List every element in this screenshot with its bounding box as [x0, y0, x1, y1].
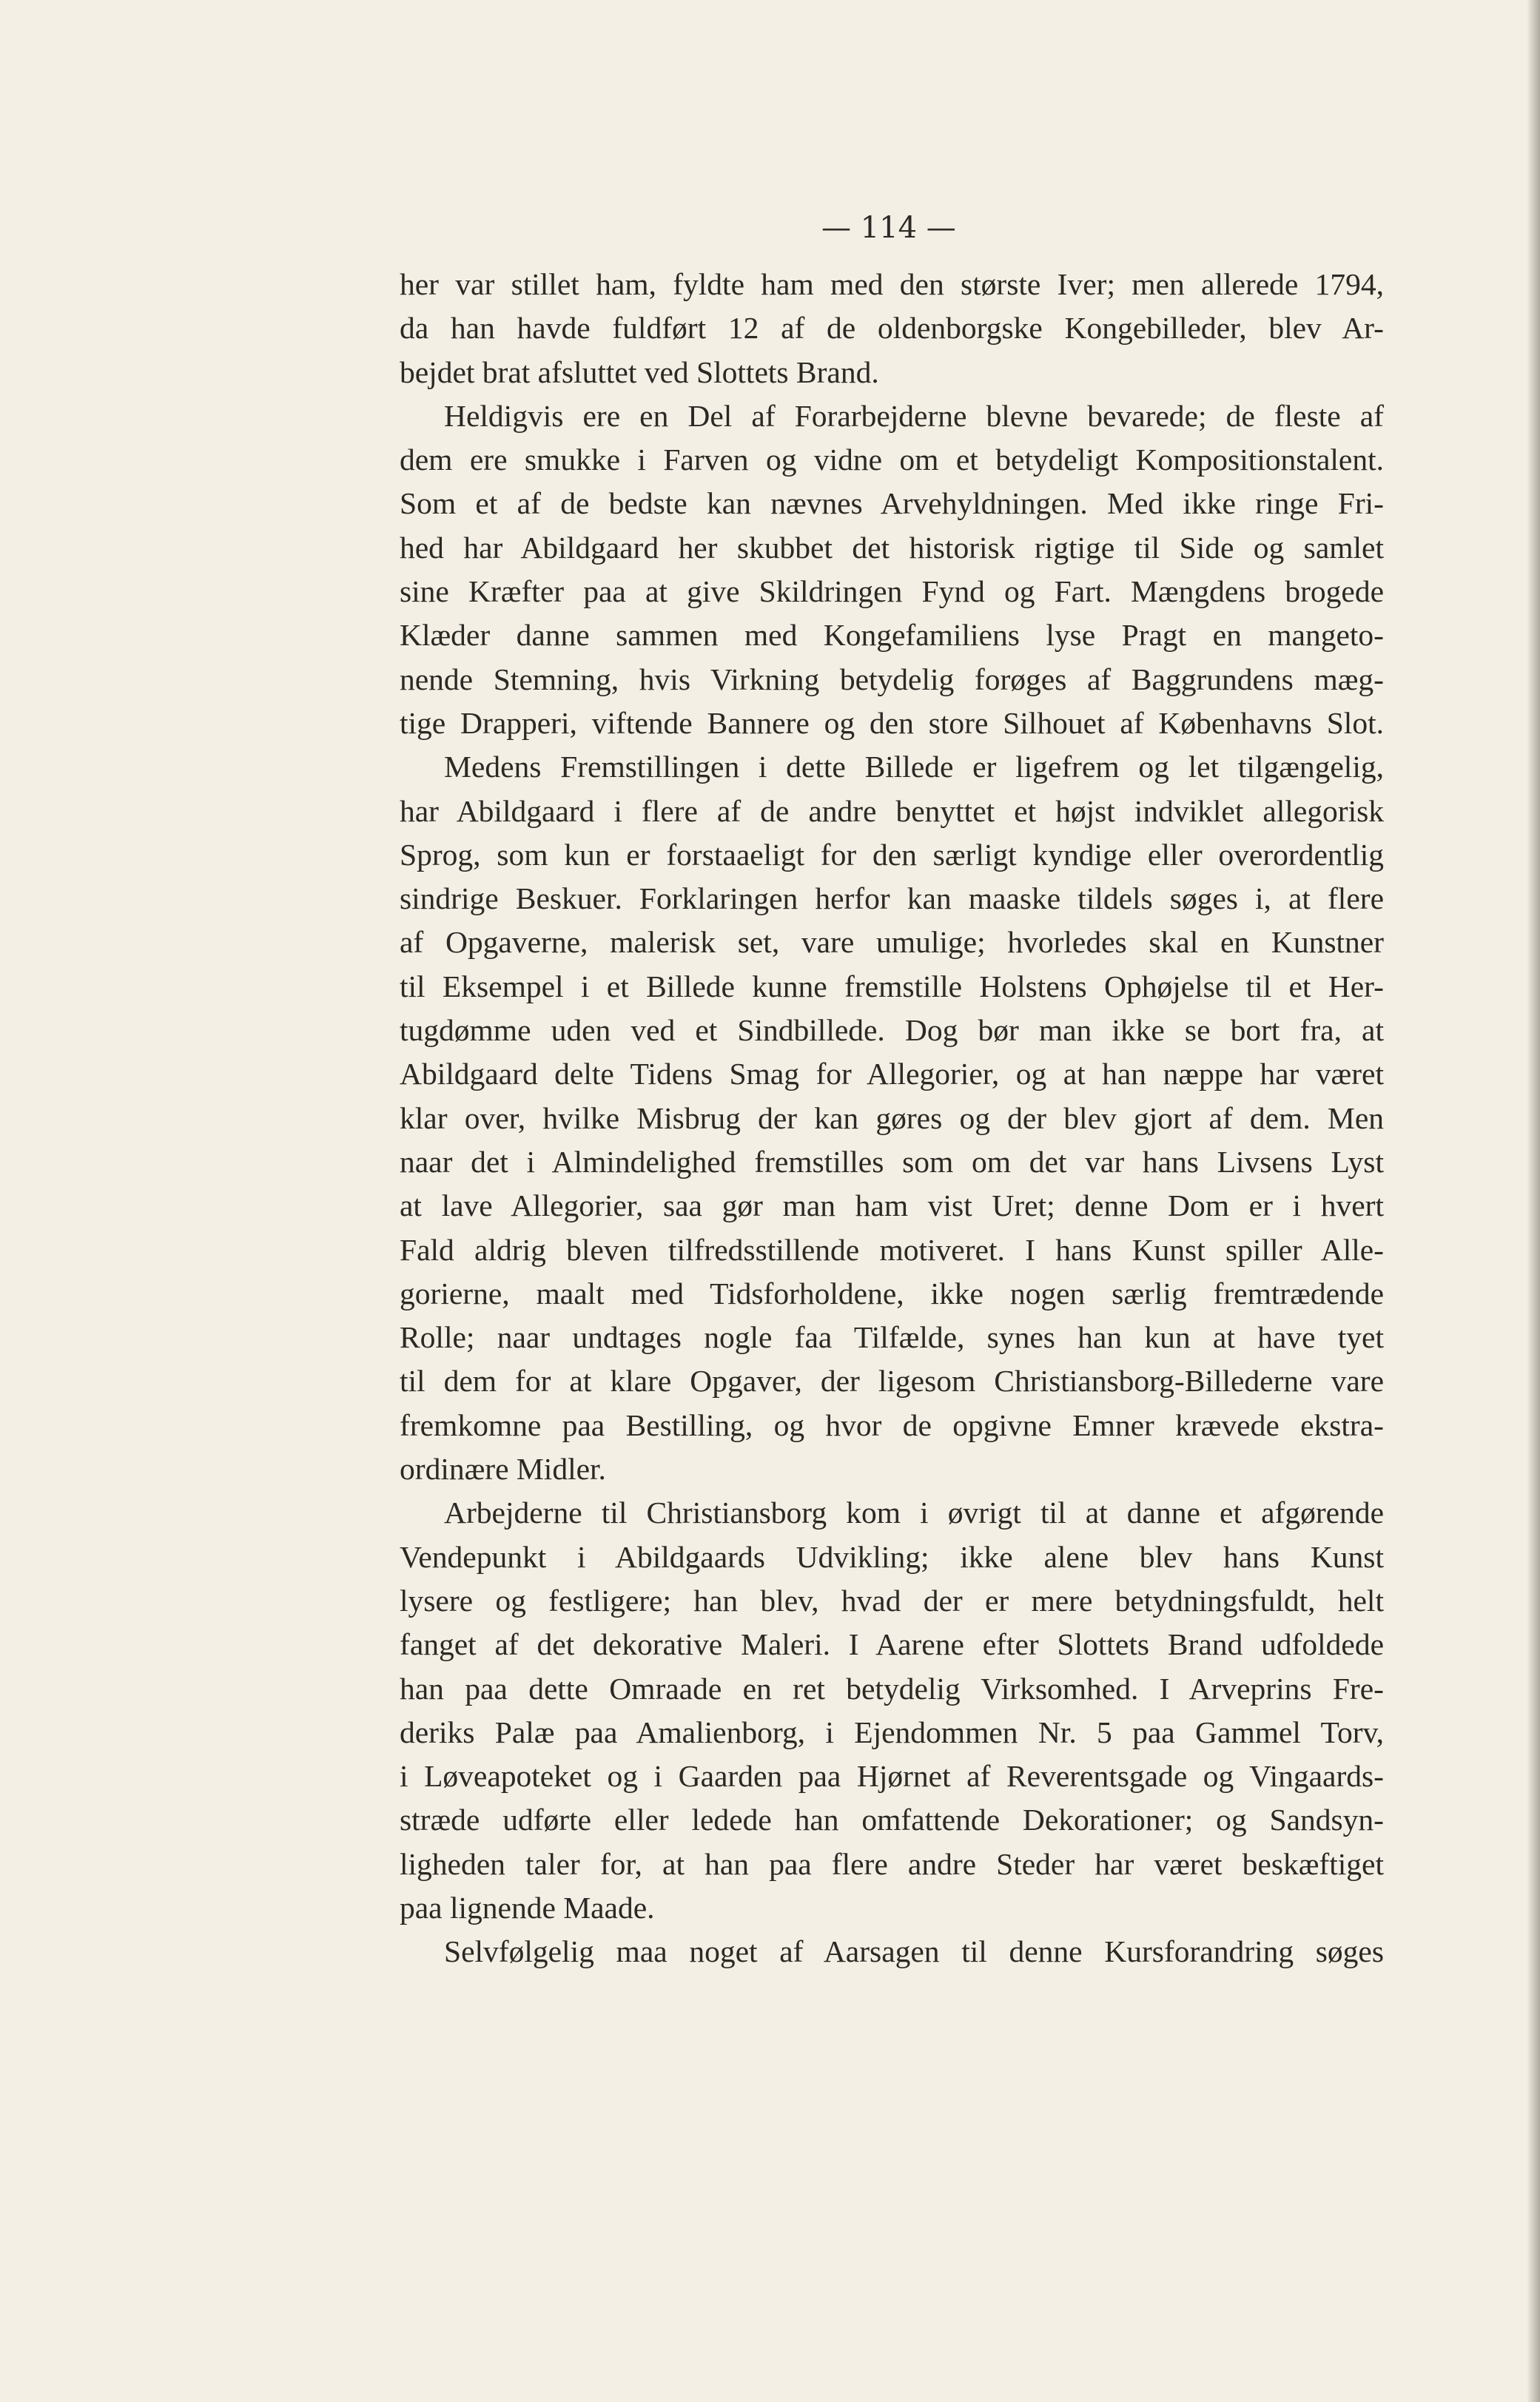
text-line: fremkomne paa Bestilling, og hvor de opgivne Emner krævede ekstra-: [400, 1407, 1384, 1442]
text-line: til dem for at klare Opgaver, der ligesom Christiansborg-Billederne vare: [400, 1364, 1384, 1399]
text-line: da han havde fuldført 12 af de oldenborgske Kongebilleder, blev Ar-: [400, 311, 1384, 346]
text-line: Heldigvis ere en Del af Forarbejderne blevne bevarede; de fleste af: [444, 398, 1384, 433]
text-line: at lave Allegorier, saa gør man ham vist Uret; denne Dom er i hvert: [400, 1188, 1384, 1223]
text-line: hed har Abildgaard her skubbet det historisk rigtige til Side og samlet: [400, 530, 1384, 565]
text-line: ordinære Midler.: [400, 1452, 606, 1487]
text-line: Arbejderne til Christiansborg kom i øvrigt til at danne et afgørende: [444, 1496, 1384, 1530]
body-text: [400, 263, 1384, 1974]
text-line: Vendepunkt i Abildgaards Udvikling; ikke alene blev hans Kunst: [400, 1539, 1384, 1574]
text-line: bejdet brat afsluttet ved Slottets Brand.: [400, 354, 879, 389]
text-line: i Løveapoteket og i Gaarden paa Hjørnet af Reverentsgade og Vingaards-: [400, 1759, 1384, 1794]
text-line: Rolle; naar undtages nogle faa Tilfælde, synes han kun at have tyet: [400, 1320, 1384, 1355]
text-line: her var stillet ham, fyldte ham med den største Iver; men allerede 1794,: [400, 267, 1384, 301]
text-line: Medens Fremstillingen i dette Billede er ligefrem og let tilgængelig,: [444, 750, 1384, 784]
text-line: nende Stemning, hvis Virkning betydelig forøges af Baggrundens mæg-: [400, 662, 1384, 696]
page-number: — 114 —: [821, 211, 956, 245]
text-line: deriks Palæ paa Amalienborg, i Ejendommen Nr. 5 paa Gammel Torv,: [400, 1715, 1384, 1749]
text-line: Fald aldrig bleven tilfredsstillende motiveret. I hans Kunst spiller Alle-: [400, 1232, 1384, 1267]
text-line: klar over, hvilke Misbrug der kan gøres og der blev gjort af dem. Men: [400, 1100, 1384, 1135]
text-line: dem ere smukke i Farven og vidne om et betydeligt Kompositionstalent.: [400, 443, 1384, 477]
text-line: tige Drapperi, viftende Bannere og den store Silhouet af Københavns Slot.: [400, 705, 1384, 740]
text-line: Som et af de bedste kan nævnes Arvehyldningen. Med ikke ringe Fri-: [400, 486, 1384, 521]
text-line: sindrige Beskuer. Forklaringen herfor kan maaske tildels søges i, at flere: [400, 881, 1384, 916]
text-line: paa lignende Maade.: [400, 1890, 655, 1925]
text-line: Abildgaard delte Tidens Smag for Allegorier, og at han næppe har været: [400, 1057, 1384, 1091]
text-line: lysere og festligere; han blev, hvad der er mere betydningsfuldt, helt: [400, 1583, 1384, 1618]
text-line: tugdømme uden ved et Sindbillede. Dog bør man ikke se bort fra, at: [400, 1013, 1384, 1048]
text-line: har Abildgaard i flere af de andre benyttet et højst indviklet allegorisk: [400, 793, 1384, 828]
text-line: til Eksempel i et Billede kunne fremstille Holstens Ophøjelse til et Her-: [400, 969, 1384, 1003]
text-line: Klæder danne sammen med Kongefamiliens lyse Pragt en mangeto-: [400, 618, 1384, 653]
text-line: gorierne, maalt med Tidsforholdene, ikke nogen særlig fremtrædende: [400, 1276, 1384, 1311]
text-line: Selvfølgelig maa noget af Aarsagen til denne Kursforandring søges: [444, 1934, 1384, 1969]
text-line: stræde udførte eller ledede han omfattende Dekorationer; og Sandsyn-: [400, 1803, 1384, 1837]
page-edge-shadow: [1527, 0, 1540, 2402]
text-line: fanget af det dekorative Maleri. I Aarene efter Slottets Brand udfoldede: [400, 1627, 1384, 1662]
text-line: ligheden taler for, at han paa flere andre Steder har været beskæftiget: [400, 1846, 1384, 1881]
text-line: naar det i Almindelighed fremstilles som om det var hans Livsens Lyst: [400, 1144, 1384, 1179]
text-line: af Opgaverne, malerisk set, vare umulige; hvorledes skal en Kunstner: [400, 925, 1384, 960]
text-line: Sprog, som kun er forstaaeligt for den særligt kyndige eller overordentlig: [400, 837, 1384, 872]
text-line: han paa dette Omraade en ret betydelig Virksomhed. I Arveprins Fre-: [400, 1671, 1384, 1706]
text-line: sine Kræfter paa at give Skildringen Fynd og Fart. Mængdens brogede: [400, 574, 1384, 609]
